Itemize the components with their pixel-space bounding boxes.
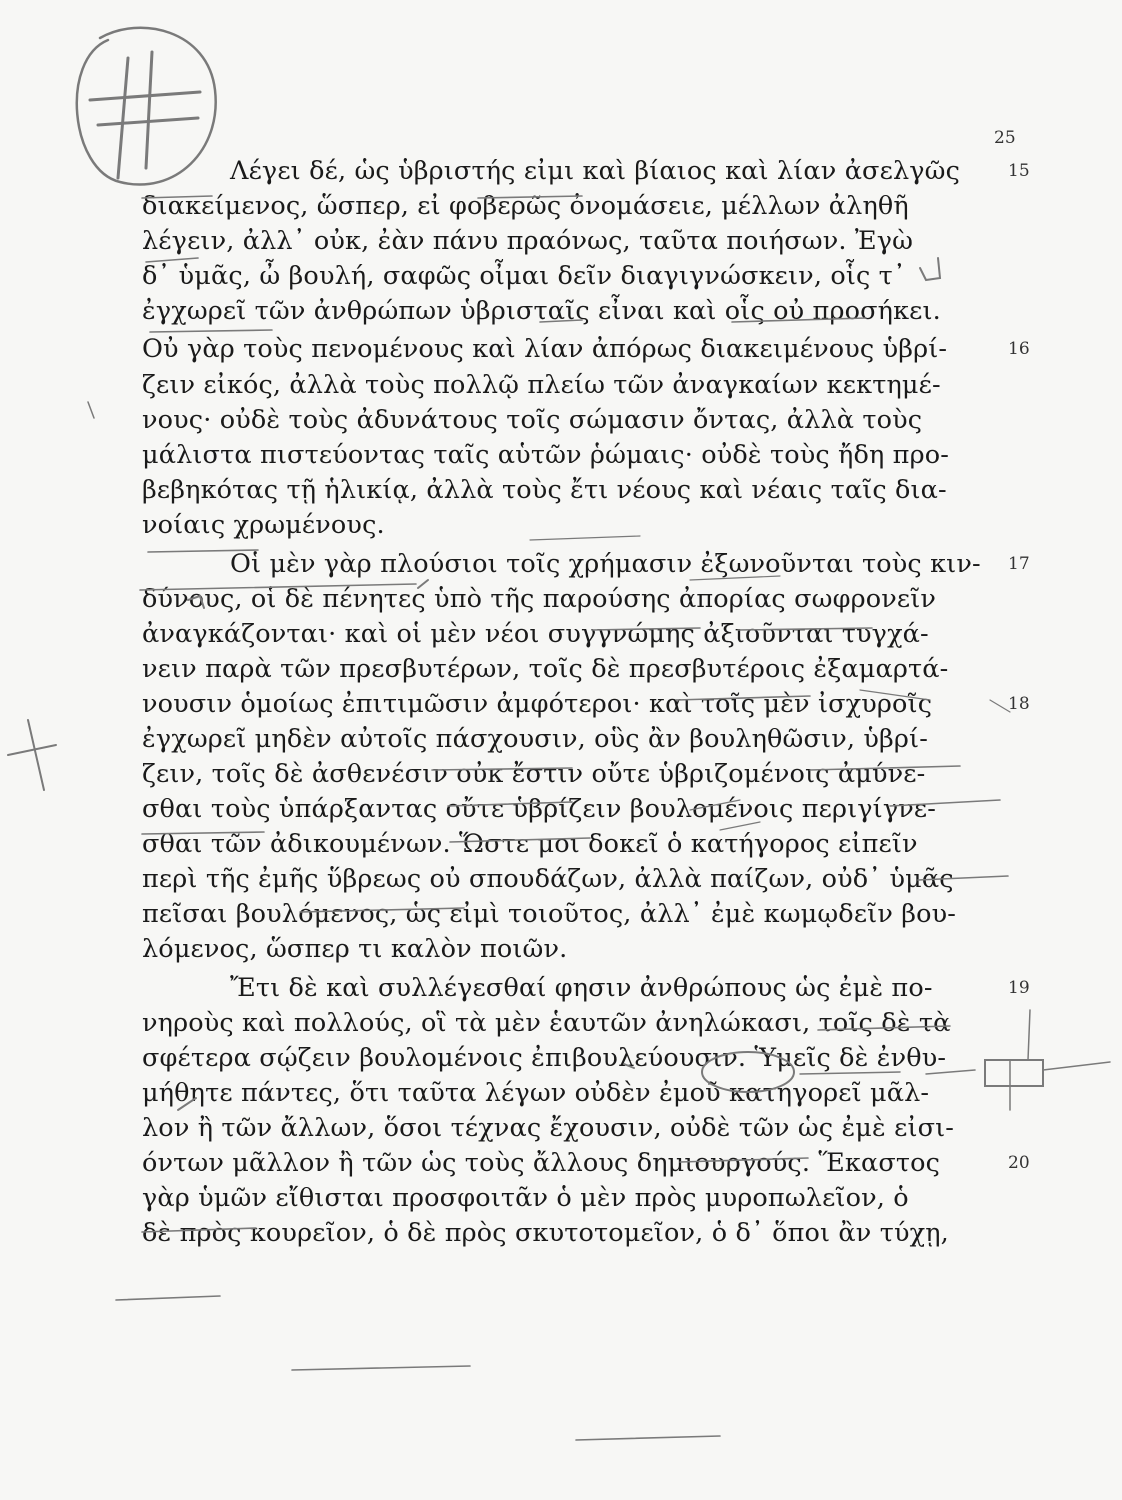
section-number: 19: [1008, 978, 1030, 998]
text-line: σθαι τοὺς ὑπάρξαντας οὔτε ὑβρίζειν βουλομένοις περιγίγνε-: [142, 794, 936, 824]
section-number: 16: [1008, 339, 1030, 359]
text-line: λον ἢ τῶν ἄλλων, ὅσοι τέχνας ἔχουσιν, οὐδὲ τῶν ὡς ἐμὲ εἰσι-: [142, 1113, 955, 1143]
text-line: Λέγει δέ, ὡς ὑβριστής εἰμι καὶ βίαιος καὶ λίαν ἀσελγῶς: [230, 156, 961, 186]
text-line: πεῖσαι βουλόμενος, ὡς εἰμὶ τοιοῦτος, ἀλλ᾽ ἐμὲ κωμῳδεῖν βου-: [142, 899, 957, 929]
text-line: μήθητε πάντες, ὅτι ταῦτα λέγων οὐδὲν ἐμοῦ κατηγορεῖ μᾶλ-: [142, 1078, 930, 1108]
text-line: δὲ πρὸς κουρεῖον, ὁ δὲ πρὸς σκυτοτομεῖον, ὁ δ᾽ ὅποι ἂν τύχῃ,: [142, 1218, 949, 1248]
section-number: 15: [1008, 161, 1030, 181]
text-line: σθαι τῶν ἀδικουμένων. Ὥστε μοι δοκεῖ ὁ κατήγορος εἰπεῖν: [142, 829, 918, 859]
section-number: 17: [1008, 554, 1030, 574]
text-line: Οἱ μὲν γὰρ πλούσιοι τοῖς χρήμασιν ἐξωνοῦνται τοὺς κιν-: [230, 549, 981, 579]
text-line: όντων μᾶλλον ἢ τῶν ὡς τοὺς ἄλλους δημιουργούς. Ἕκαστος: [142, 1148, 941, 1178]
page-number: 25: [994, 128, 1016, 148]
text-line: Ἔτι δὲ καὶ συλλέγεσθαί φησιν ἀνθρώπους ὡς ἐμὲ πο-: [230, 973, 933, 1003]
text-line: δ᾽ ὑμᾶς, ὦ βουλή, σαφῶς οἶμαι δεῖν διαγιγνώσκειν, οἷς τ᾽: [142, 261, 906, 291]
text-line: νειν παρὰ τῶν πρεσβυτέρων, τοῖς δὲ πρεσβυτέροις ἐξαμαρτά-: [142, 654, 949, 684]
text-line: σφέτερα σῴζειν βουλομένοις ἐπιβουλεύουσιν. Ὑμεῖς δὲ ἐνθυ-: [142, 1043, 947, 1073]
text-line: μάλιστα πιστεύοντας ταῖς αὑτῶν ῥώμαις· οὐδὲ τοὺς ἤδη προ-: [142, 440, 949, 470]
text-line: ἐγχωρεῖ τῶν ἀνθρώπων ὑβρισταῖς εἶναι καὶ οἷς οὐ προσήκει.: [142, 296, 941, 326]
text-line: ἀναγκάζονται· καὶ οἱ μὲν νέοι συγγνώμης ἀξιοῦνται τυγχά-: [142, 619, 929, 649]
section-number: 20: [1008, 1153, 1030, 1173]
section-number: 18: [1008, 694, 1030, 714]
text-line: δύνους, οἱ δὲ πένητες ὑπὸ τῆς παρούσης ἀπορίας σωφρονεῖν: [142, 584, 937, 614]
text-line: βεβηκότας τῇ ἡλικίᾳ, ἀλλὰ τοὺς ἔτι νέους καὶ νέαις ταῖς δια-: [142, 475, 947, 505]
text-line: λέγειν, ἀλλ᾽ οὐκ, ἐὰν πάνυ πραόνως, ταῦτα ποιήσων. Ἐγὼ: [142, 226, 914, 256]
text-line: νους· οὐδὲ τοὺς ἀδυνάτους τοῖς σώμασιν ὄντας, ἀλλὰ τοὺς: [142, 405, 923, 435]
text-line: Οὐ γὰρ τοὺς πενομένους καὶ λίαν ἀπόρως διακειμένους ὑβρί-: [142, 334, 948, 364]
text-line: γὰρ ὑμῶν εἴθισται προσφοιτᾶν ὁ μὲν πρὸς μυροπωλεῖον, ὁ: [142, 1183, 909, 1213]
text-line: νηροὺς καὶ πολλούς, οἳ τὰ μὲν ἑαυτῶν ἀνηλώκασι, τοῖς δὲ τὰ: [142, 1008, 951, 1038]
text-line: ζειν εἰκός, ἀλλὰ τοὺς πολλῷ πλείω τῶν ἀναγκαίων κεκτημέ-: [142, 370, 941, 400]
text-line: περὶ τῆς ἐμῆς ὕβρεως οὐ σπουδάζων, ἀλλὰ παίζων, οὐδ᾽ ὑμᾶς: [142, 864, 954, 894]
text-line: λόμενος, ὥσπερ τι καλὸν ποιῶν.: [142, 934, 568, 964]
text-line: νουσιν ὁμοίως ἐπιτιμῶσιν ἀμφότεροι· καὶ τοῖς μὲν ἰσχυροῖς: [142, 689, 933, 719]
text-line: διακείμενος, ὥσπερ, εἰ φοβερῶς ὀνομάσειε, μέλλων ἀληθῆ: [142, 191, 909, 221]
text-line: ἐγχωρεῖ μηδὲν αὐτοῖς πάσχουσιν, οὓς ἂν βουληθῶσιν, ὑβρί-: [142, 724, 928, 754]
text-line: νοίαις χρωμένους.: [142, 510, 385, 540]
text-line: ζειν, τοῖς δὲ ἀσθενέσιν οὐκ ἔστιν οὔτε ὑβριζομένοις ἀμύνε-: [142, 759, 926, 789]
